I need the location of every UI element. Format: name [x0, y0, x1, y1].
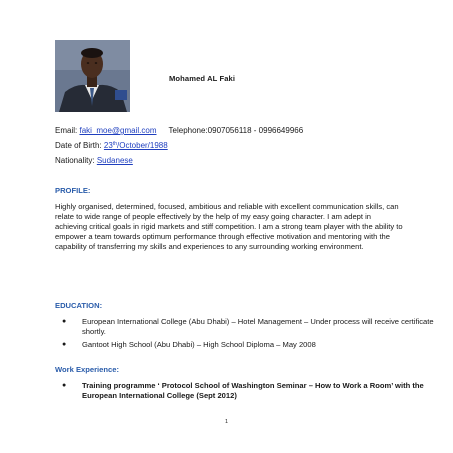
dob-row: [55, 141, 168, 150]
education-item: [62, 317, 453, 337]
work-item: [62, 381, 453, 401]
page-number: 1: [225, 419, 229, 425]
education-item-text: European International College (Abu Dhabi) – Hotel Management – Under process will receive certificate shortly.: [82, 317, 434, 336]
education-heading: EDUCATION:: [55, 301, 103, 310]
profile-heading: PROFILE:: [55, 186, 91, 195]
education-item: [62, 340, 453, 350]
bullet-icon: ●: [62, 382, 67, 389]
telephone-value: 0907056118 - 0996649966: [207, 126, 304, 135]
nationality-row: [55, 156, 133, 165]
telephone-label: Telephone:: [168, 126, 208, 135]
education-list: [62, 317, 453, 350]
nationality-label: Nationality:: [55, 156, 95, 165]
work-heading: Work Experience:: [55, 365, 120, 374]
candidate-name: Mohamed AL Faki: [169, 74, 236, 83]
dob-day: 23: [103, 141, 113, 150]
portrait-image: [55, 40, 130, 112]
education-item-text: Gantoot High School (Abu Dhabi) – High School Diploma – May 2008: [82, 340, 316, 349]
nationality-value: Sudanese: [96, 156, 133, 165]
dob-suffix: th: [112, 141, 117, 147]
dob-label: Date of Birth:: [55, 141, 102, 150]
bullet-icon: ●: [62, 341, 67, 348]
email-link[interactable]: faki_moe@gmail.com: [79, 126, 157, 135]
dob-rest: /October/1988: [117, 141, 168, 150]
work-list: [62, 381, 453, 401]
profile-photo: [55, 40, 130, 112]
email-row: [55, 126, 303, 135]
email-label: Email:: [55, 126, 78, 135]
bullet-icon: ●: [62, 318, 67, 325]
dob-value: [104, 141, 168, 150]
work-item-text: Training programme ‘ Protocol School of Washington Seminar – How to Work a Room’ with the European International College (Sept 2012): [82, 381, 424, 400]
profile-text: Highly organised, determined, focused, ambitious and reliable with excellent communication skills, can relate to wide range of people effectively by the help of my easy going character. I am adept in achieving critical goals in rigid markets and stiff competition. I am a strong team player with the ability to empower a team towards optimum performance through effective motivation and mentoring with the capability of transferring my skills and experiences to any surrounding working environment.: [55, 202, 403, 252]
